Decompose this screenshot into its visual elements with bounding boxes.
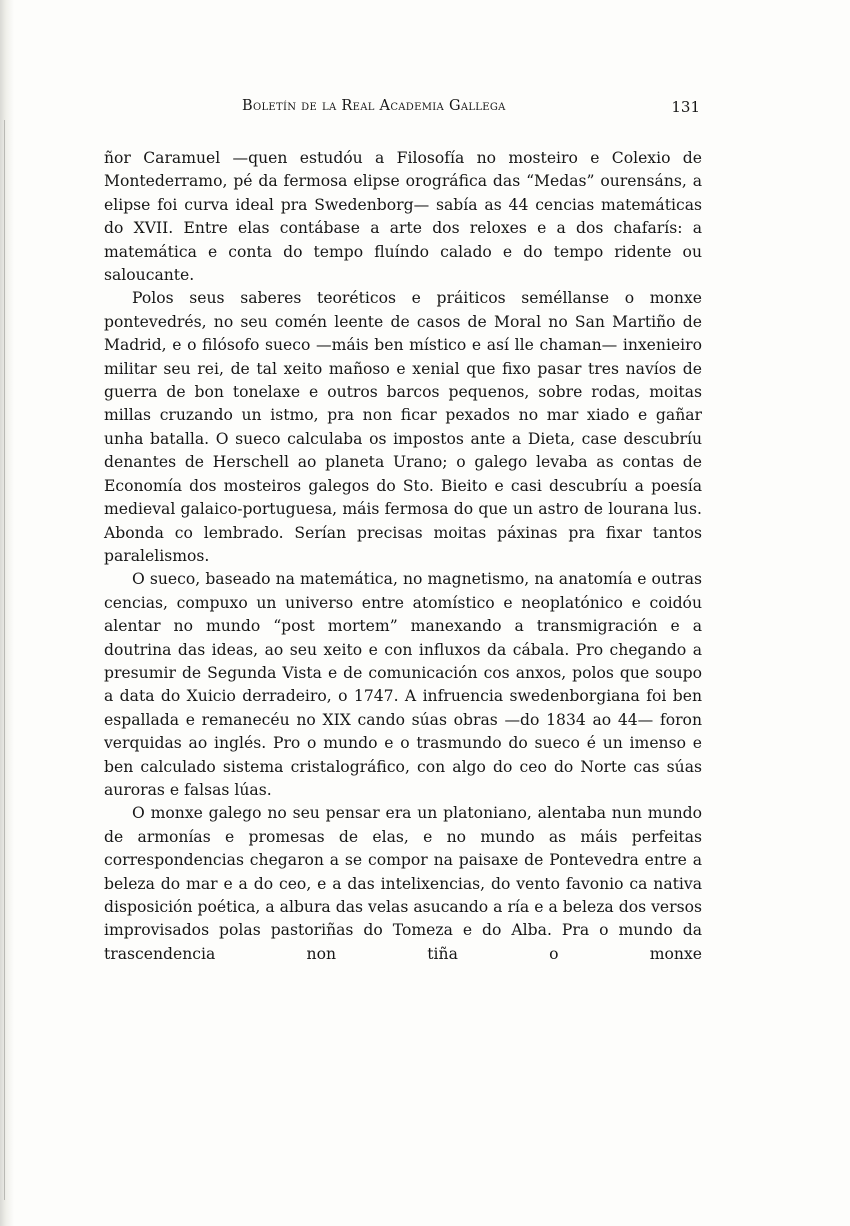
journal-title: Boletín de la Real Academia Gallega (242, 98, 506, 114)
page-binding-shadow (0, 0, 14, 1226)
body-text (104, 147, 702, 966)
paragraph-4: O monxe galego no seu pensar era un platoniano, alentaba nun mundo de armonías e promesas de elas, e no mundo as máis perfeitas correspondencias chegaron a se compor na paisaxe de Pontevedra entre a beleza do mar e a do ceo, e a das intelixencias, do vento favonio ca nativa disposición poética, a albura das velas asucando a ría e a beleza dos versos improvisados polas pastoriñas do Tomeza e do Alba. Pra o mundo da trascendencia non tiña o monxe (104, 804, 702, 963)
paragraph-3: O sueco, baseado na matemática, no magnetismo, na anatomía e outras cencias, compuxo un universo entre atomístico e neoplatónico e coidóu alentar no mundo “post mortem” manexando a transmigración e a doutrina das ideas, ao seu xeito e con influxos da cábala. Pro chegando a presumir de Segunda Vista e de comunicación cos anxos, polos que soupo a data do Xuicio derradeiro, o 1747. A infruencia swedenborgiana foi ben espallada e remanecéu no XIX cando súas obras —do 1834 ao 44— foron verquidas ao inglés. Pro o mundo e o trasmundo do sueco é un imenso e ben calculado sistema cristalográfico, con algo do ceo do Norte cas súas auroras e falsas lúas. (104, 570, 702, 799)
page-number: 131 (671, 98, 700, 116)
paragraph-1: ñor Caramuel —quen estudóu a Filosofía no mosteiro e Colexio de Montederramo, pé da fermosa elipse orográfica das “Medas” ourensáns, a elipse foi curva ideal pra Swedenborg— sabía as 44 cencias matemáticas do XVII. Entre elas contábase a arte dos reloxes e a dos chafarís: a matemática e conta do tempo fluíndo calado e do tempo ridente ou saloucante. (104, 149, 702, 285)
binding-crease (4, 120, 5, 1200)
paragraph-2: Polos seus saberes teoréticos e práiticos seméllanse o monxe pontevedrés, no seu comén leente de casos de Moral no San Martiño de Madrid, e o filósofo sueco —máis ben místico e así lle chaman— inxenieiro militar seu rei, de tal xeito mañoso e xenial que fixo pasar tres navíos de guerra de bon tonelaxe e outros barcos pequenos, sobre rodas, moitas millas cruzando un istmo, pra non ficar pexados no mar xiado e gañar unha batalla. O sueco calculaba os impostos ante a Dieta, case descubríu denantes de Herschell ao planeta Urano; o galego levaba as contas de Economía dos mosteiros galegos do Sto. Bieito e casi descubríu a poesía medieval galaico-portuguesa, máis fermosa do que un astro de lourana lus. Abonda co lembrado. Serían precisas moitas páxinas pra fixar tantos paralelismos. (104, 289, 702, 565)
running-head (104, 98, 702, 122)
